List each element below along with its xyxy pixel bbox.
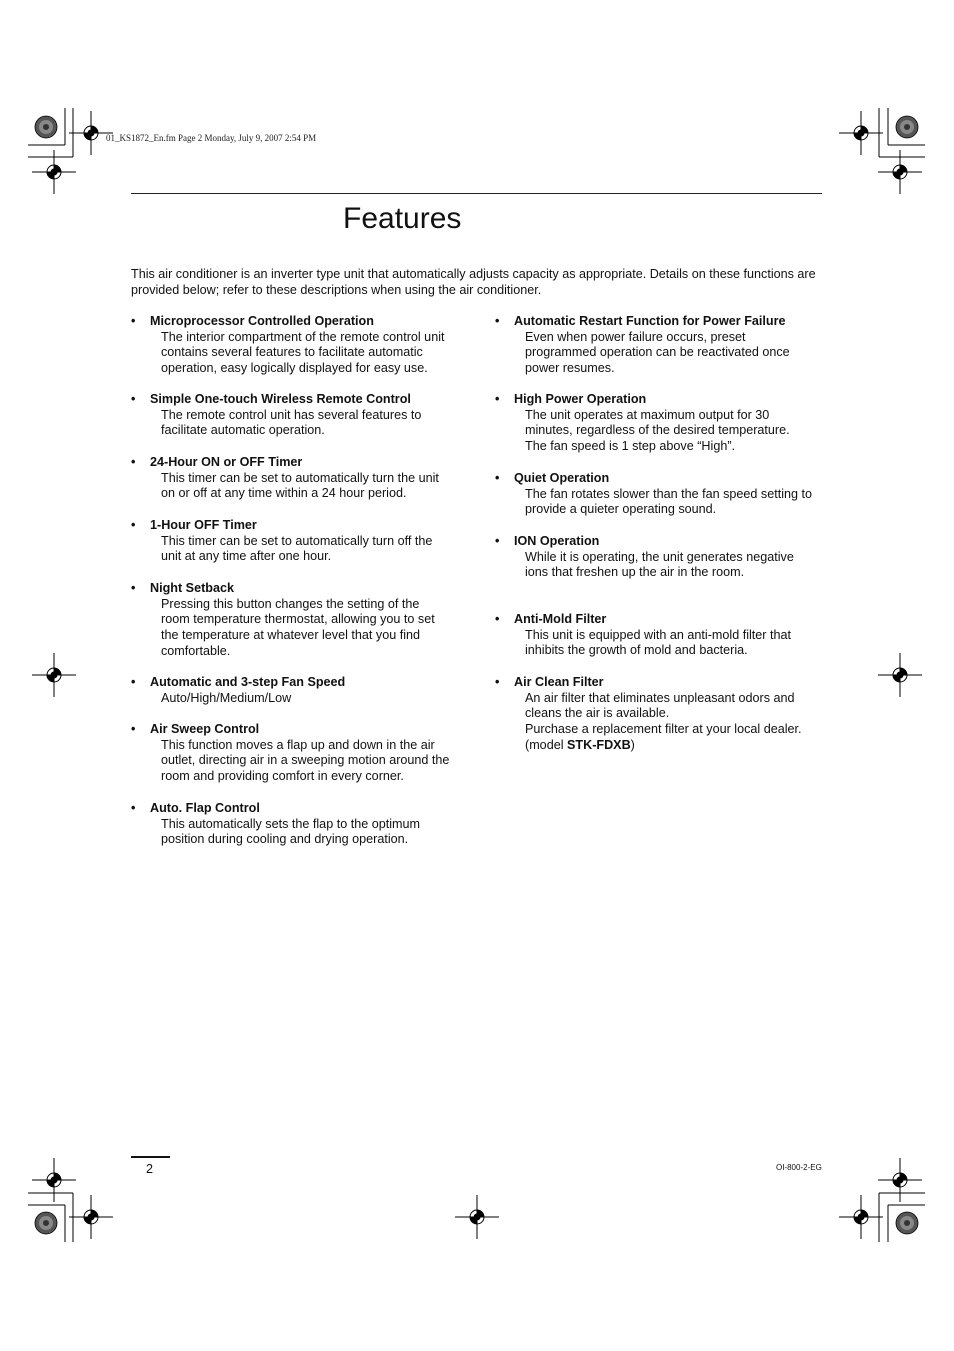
crop-mark-top-right — [839, 108, 925, 194]
feature-title: • Quiet Operation — [495, 471, 835, 487]
feature-fan-speed — [131, 675, 471, 706]
feature-title: • ION Operation — [495, 534, 835, 550]
feature-description: This timer can be set to automatically turn off the unit at any time after one hour. — [161, 533, 433, 564]
feature-title: • Simple One-touch Wireless Remote Control — [131, 392, 471, 408]
feature-title: • 24-Hour ON or OFF Timer — [131, 455, 471, 471]
footer-rule — [131, 1156, 170, 1158]
feature-night-setback — [131, 581, 471, 660]
feature-description: An air filter that eliminates unpleasant odors and cleans the air is available. Purchase a replacement filter at your local dealer. — [525, 690, 802, 737]
feature-air-clean-filter — [495, 675, 835, 754]
crop-mark-bottom-center — [455, 1195, 499, 1239]
document-code: OI-800-2-EG — [776, 1163, 822, 1172]
feature-description: Even when power failure occurs, preset programmed operation can be reactivated once power resumes. — [525, 329, 790, 376]
intro-paragraph: This air conditioner is an inverter type unit that automatically adjusts capacity as appropriate. Details on these functions are provided below; refer to these descriptions when using the air conditioner. — [131, 267, 816, 297]
feature-microprocessor — [131, 314, 471, 377]
feature-title: • Night Setback — [131, 581, 471, 597]
page-number: 2 — [146, 1162, 154, 1176]
crop-mark-bottom-left — [28, 1158, 113, 1242]
feature-title: • 1-Hour OFF Timer — [131, 518, 471, 534]
crop-mark-mid-left — [32, 653, 76, 697]
feature-description: Auto/High/Medium/Low — [161, 690, 292, 705]
feature-description: This timer can be set to automatically turn the unit on or off at any time within a 24 hour period. — [161, 470, 439, 501]
model-suffix: ) — [630, 737, 635, 752]
feature-title: • High Power Operation — [495, 392, 835, 408]
feature-description: The interior compartment of the remote control unit contains several features to facilitate automatic operation, easy logically displayed for easy use. — [161, 329, 445, 376]
feature-high-power — [495, 392, 835, 455]
crop-mark-mid-right — [878, 653, 922, 697]
feature-title: • Automatic and 3-step Fan Speed — [131, 675, 471, 691]
feature-description: This unit is equipped with an anti-mold filter that inhibits the growth of mold and bacteria. — [525, 627, 792, 658]
feature-description: While it is operating, the unit generates negative ions that freshen up the air in the room. — [525, 549, 794, 580]
top-rule — [131, 193, 822, 194]
feature-24-hour-timer — [131, 455, 471, 502]
feature-title: • Microprocessor Controlled Operation — [131, 314, 471, 330]
feature-description: The fan rotates slower than the fan speed setting to provide a quieter operating sound. — [525, 486, 813, 517]
feature-title: • Air Sweep Control — [131, 722, 471, 738]
feature-quiet-operation — [495, 471, 835, 518]
feature-description: The unit operates at maximum output for 30 minutes, regardless of the desired temperature. The fan speed is 1 step above “High”. — [525, 407, 790, 454]
feature-title: • Automatic Restart Function for Power Failure — [495, 314, 835, 330]
feature-title: • Air Clean Filter — [495, 675, 835, 691]
feature-air-sweep — [131, 722, 471, 785]
model-number: STK-FDXB — [567, 737, 631, 752]
crop-mark-bottom-right — [839, 1158, 925, 1242]
feature-description: The remote control unit has several features to facilitate automatic operation. — [161, 407, 422, 438]
feature-1-hour-off-timer — [131, 518, 471, 565]
feature-auto-restart — [495, 314, 835, 377]
feature-description: Pressing this button changes the setting of the room temperature thermostat, allowing you to set the temperature at whatever level that you find comfortable. — [161, 596, 435, 658]
model-prefix: (model — [525, 737, 567, 752]
feature-title: • Anti-Mold Filter — [495, 612, 835, 628]
feature-title: • Auto. Flap Control — [131, 801, 471, 817]
crop-mark-top-left — [28, 108, 113, 194]
feature-description: This automatically sets the flap to the optimum position during cooling and drying operation. — [161, 816, 420, 847]
page-title: Features — [343, 202, 462, 235]
feature-anti-mold-filter — [495, 612, 835, 659]
feature-description: This function moves a flap up and down in the air outlet, directing air in a sweeping motion around the room and providing comfort in every corner. — [161, 737, 450, 784]
feature-auto-flap — [131, 801, 471, 848]
file-header-note: 01_KS1872_En.fm Page 2 Monday, July 9, 2007 2:54 PM — [106, 133, 317, 143]
feature-model-line — [495, 738, 835, 754]
feature-ion-operation — [495, 534, 835, 581]
feature-wireless-remote — [131, 392, 471, 439]
